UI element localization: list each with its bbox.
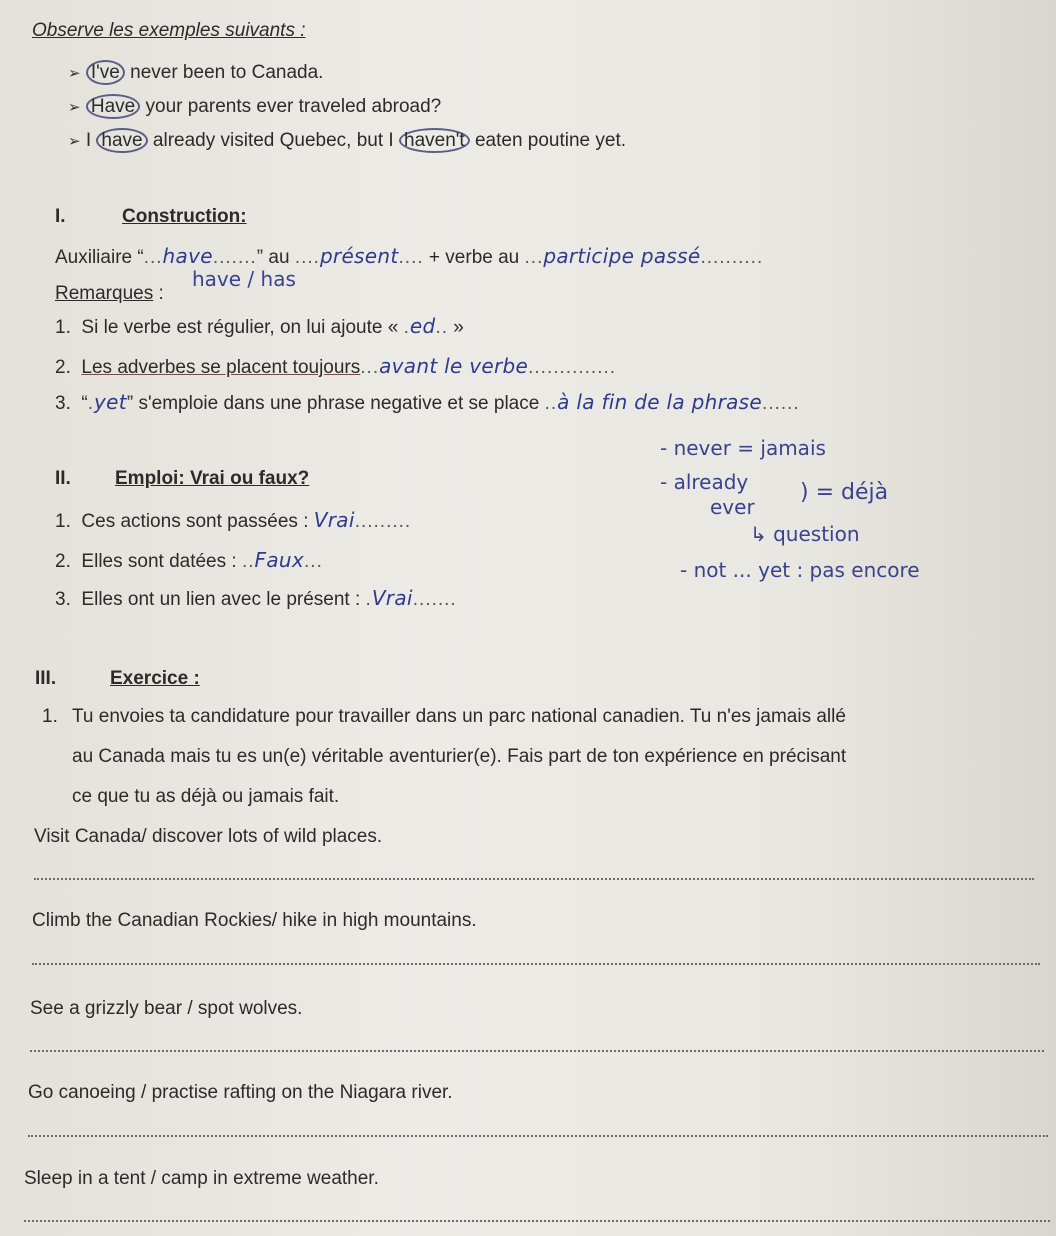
answer-line-1[interactable] — [34, 878, 1034, 880]
answer-line-5[interactable] — [24, 1220, 1050, 1222]
handwritten-answer: yet — [94, 390, 127, 414]
exercise-prompt-4: Go canoeing / practise rafting on the Niagara river. — [28, 1082, 453, 1103]
instruction-line-3: ce que tu as déjà ou jamais fait. — [72, 786, 340, 807]
section-3-number: III. — [35, 668, 57, 689]
exercise-prompt-5: Sleep in a tent / camp in extreme weather. — [24, 1168, 379, 1189]
intro-title: Observe les exemples suivants : — [32, 20, 306, 41]
circled-word: haven't — [399, 128, 470, 153]
handwritten-answer: Faux — [254, 548, 305, 572]
arrow-bullet-icon: ➢ — [68, 99, 81, 116]
margin-note-never: - never = jamais — [660, 436, 826, 460]
remarque-item-1: 1. Si le verbe est régulier, on lui ajoute « .ed.. » — [55, 314, 464, 338]
section-1-title: Construction: — [122, 206, 247, 227]
exercise-prompt-3: See a grizzly bear / spot wolves. — [30, 998, 303, 1019]
margin-note-not-yet: - not ... yet : pas encore — [680, 558, 920, 582]
circled-word: I've — [86, 60, 125, 85]
vrai-faux-item-2: 2. Elles sont datées : ..Faux... — [55, 548, 323, 572]
vrai-faux-item-1: 1. Ces actions sont passées : Vrai......... — [55, 508, 412, 532]
arrow-bullet-icon: ➢ — [68, 65, 81, 82]
handwritten-answer: participe passé — [543, 244, 701, 268]
exercise-prompt-1: Visit Canada/ discover lots of wild places. — [34, 826, 383, 847]
handwritten-answer: ed — [409, 314, 436, 338]
remarque-item-3: 3. “.yet” s'emploie dans une phrase negative et se place ..à la fin de la phrase...... — [55, 390, 800, 414]
remarques-label: Remarques : — [55, 283, 164, 304]
handwritten-answer: have — [162, 244, 213, 268]
handwritten-answer: avant le verbe — [379, 354, 529, 378]
arrow-bullet-icon: ➢ — [68, 133, 81, 150]
handwritten-answer: à la fin de la phrase — [557, 390, 762, 414]
section-3-title: Exercice : — [110, 668, 200, 689]
margin-note-deja: ) = déjà — [800, 480, 889, 505]
remarque-item-2: 2. Les adverbes se placent toujours...avant le verbe.............. — [55, 354, 617, 378]
instruction-line-1: Tu envoies ta candidature pour travailler dans un parc national canadien. Tu n'es jamais allé — [72, 706, 846, 727]
handwritten-answer: présent — [319, 244, 399, 268]
answer-line-4[interactable] — [28, 1135, 1048, 1137]
example-3: ➢ I have already visited Quebec, but I haven't eaten poutine yet. — [68, 130, 627, 151]
exercise-prompt-2: Climb the Canadian Rockies/ hike in high mountains. — [32, 910, 477, 931]
circled-word: Have — [86, 94, 140, 119]
handwritten-note: have / has — [192, 267, 296, 291]
handwritten-answer: Vrai — [371, 586, 413, 610]
instruction-number: 1. — [42, 706, 58, 727]
answer-line-3[interactable] — [30, 1050, 1044, 1052]
answer-line-2[interactable] — [32, 963, 1040, 965]
margin-note-already: - already — [660, 470, 749, 494]
example-1: ➢ I've never been to Canada. — [68, 62, 324, 83]
section-2-title: Emploi: Vrai ou faux? — [115, 468, 310, 489]
vrai-faux-item-3: 3. Elles ont un lien avec le présent : .Vrai....... — [55, 586, 457, 610]
margin-note-question: ↳ question — [750, 522, 860, 546]
circled-word: have — [96, 128, 147, 153]
section-2-number: II. — [55, 468, 71, 489]
example-2: ➢ Have your parents ever traveled abroad? — [68, 96, 442, 117]
handwritten-answer: Vrai — [313, 508, 355, 532]
margin-note-ever: ever — [710, 495, 755, 519]
instruction-line-2: au Canada mais tu es un(e) véritable aventurier(e). Fais part de ton expérience en précisant — [72, 746, 847, 767]
construction-line: Auxiliaire “...have.......” au ....présent.... + verbe au ...participe passé.......... — [55, 244, 764, 268]
section-1-number: I. — [55, 206, 66, 227]
